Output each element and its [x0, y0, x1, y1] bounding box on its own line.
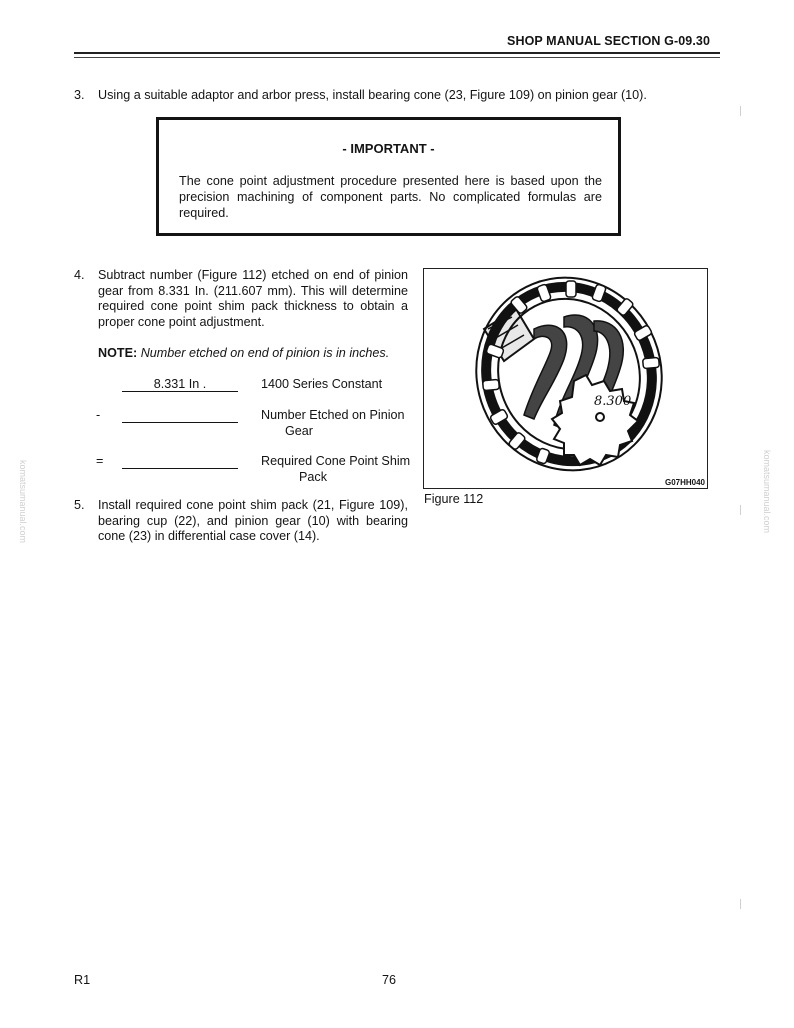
calc-label-line: Pack — [299, 469, 327, 484]
step-number: 3. — [74, 88, 85, 102]
calc-value-field — [122, 408, 238, 423]
calc-value-field — [122, 454, 238, 469]
calc-label-line: Number Etched on Pinion — [261, 408, 405, 422]
header-rule-thin — [74, 57, 720, 58]
margin-tick — [740, 505, 741, 515]
important-body: The cone point adjustment procedure presented here is based upon the precision machining of component parts. No complicated formulas are required. — [179, 174, 602, 220]
etched-number: 8.300 — [594, 394, 632, 409]
calc-operator: = — [96, 454, 104, 468]
pinion-gear-illustration — [424, 269, 707, 474]
figure-code: G07HH040 — [664, 478, 705, 487]
pinion-end-face — [552, 375, 638, 465]
step-number: 4. — [74, 268, 85, 282]
note — [98, 346, 389, 360]
revision-label: R1 — [74, 973, 91, 987]
figure-112-frame — [423, 268, 708, 489]
watermark-left: komatsumanual.com — [18, 460, 28, 544]
important-notice-box — [156, 117, 621, 236]
calc-label-line: Gear — [285, 423, 313, 438]
step-text: Using a suitable adaptor and arbor press, install bearing cone (23, Figure 109) on pinion gear (10). — [98, 88, 647, 102]
calc-label — [261, 454, 413, 485]
step-number: 5. — [74, 498, 85, 512]
note-text: Number etched on end of pinion is in inches. — [140, 346, 390, 360]
calc-label — [261, 408, 413, 439]
calc-label: 1400 Series Constant — [261, 377, 383, 391]
calc-label-line: Required Cone Point Shim — [261, 454, 411, 468]
page-number: 76 — [382, 973, 397, 987]
section-title: SHOP MANUAL SECTION G-09.30 — [507, 34, 710, 48]
note-label: NOTE: — [98, 346, 138, 360]
watermark-right: komatsumanual.com — [762, 450, 772, 534]
step-text: Install required cone point shim pack (21, Figure 109), bearing cup (22), and pinion gear (10) with bearing cone (23) in differential case cover (14). — [98, 498, 408, 543]
step-text: Subtract number (Figure 112) etched on end of pinion gear from 8.331 In. (211.607 mm). This will determine required cone point shim pack thickness to obtain a proper cone point adjustment. — [98, 268, 408, 329]
margin-tick — [740, 899, 741, 909]
important-heading: - IMPORTANT - — [342, 141, 435, 156]
margin-tick — [740, 106, 741, 116]
header-rule — [74, 52, 720, 54]
figure-caption: Figure 112 — [424, 492, 484, 506]
calc-value-field: 8.331 In . — [122, 377, 238, 392]
calc-operator: - — [96, 408, 101, 422]
